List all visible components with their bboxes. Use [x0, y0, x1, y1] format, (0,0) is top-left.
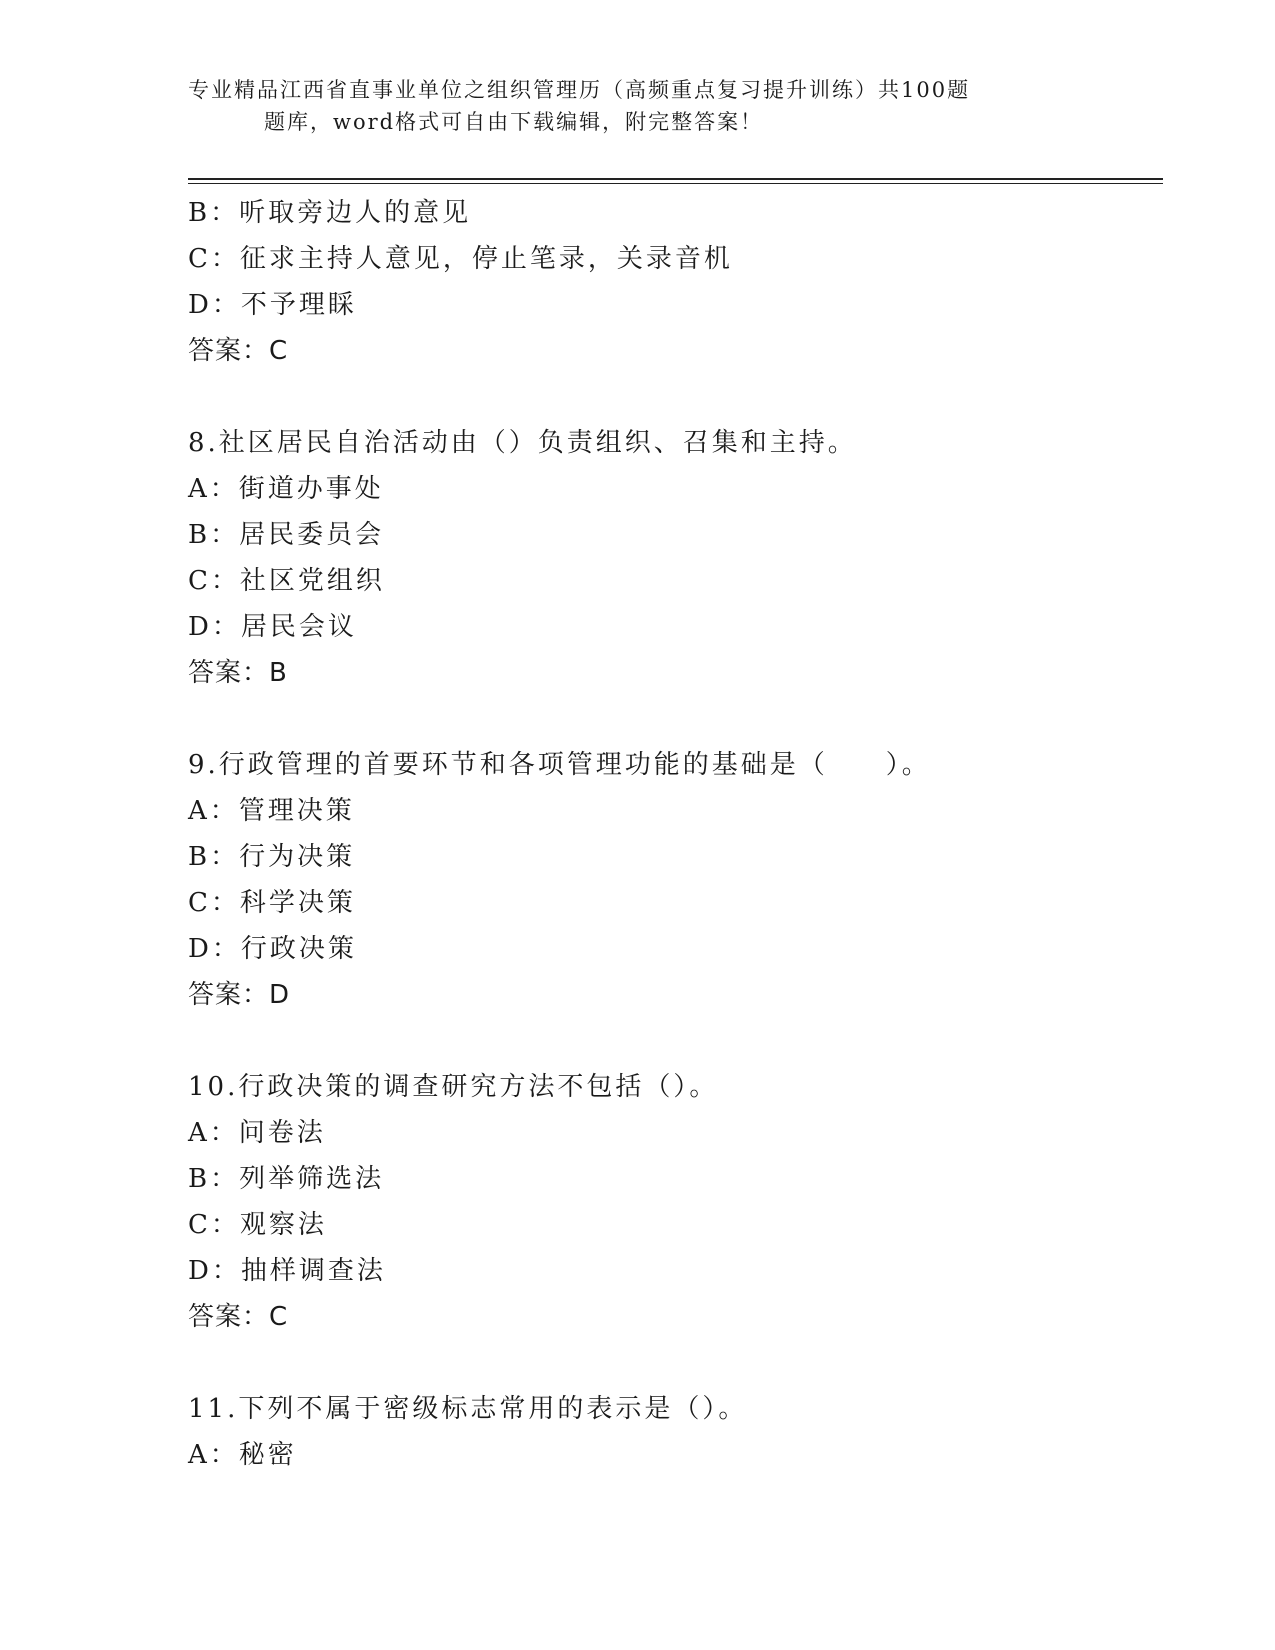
- question-8: [188, 420, 1163, 696]
- answer-line: 答案：D: [188, 980, 291, 1010]
- question-9: [188, 742, 1163, 1018]
- header-divider-thick: [188, 178, 1163, 180]
- option-c: C：社区党组织: [188, 566, 385, 596]
- question-10: [188, 1064, 1163, 1340]
- option-d: D：不予理睬: [188, 290, 357, 320]
- question-stem: 8.社区居民自治活动由（）负责组织、召集和主持。: [188, 428, 857, 458]
- question-stem: 9.行政管理的首要环节和各项管理功能的基础是（ ）。: [188, 750, 931, 780]
- option-b: B：居民委员会: [188, 520, 385, 550]
- question-stem: 10.行政决策的调查研究方法不包括（）。: [188, 1072, 719, 1102]
- header-line-2: 题库，word格式可自由下载编辑，附完整答案！: [264, 110, 764, 134]
- answer-line: 答案：B: [188, 658, 288, 688]
- option-a: A：管理决策: [188, 796, 355, 826]
- option-b: B：听取旁边人的意见: [188, 198, 472, 228]
- option-d: D：抽样调查法: [188, 1256, 386, 1286]
- document-header: [188, 74, 1048, 138]
- option-c: C：征求主持人意见，停止笔录，关录音机: [188, 244, 733, 274]
- question-11: [188, 1386, 1163, 1478]
- option-d: D：居民会议: [188, 612, 357, 642]
- option-b: B：行为决策: [188, 842, 356, 872]
- answer-line: 答案：C: [188, 1302, 289, 1332]
- header-divider-thin: [188, 183, 1163, 184]
- answer-line: 答案：C: [188, 336, 289, 366]
- question-stem: 11.下列不属于密级标志常用的表示是（）。: [188, 1394, 748, 1424]
- option-a: A：秘密: [188, 1440, 297, 1470]
- option-c: C：观察法: [188, 1210, 327, 1240]
- option-a: A：街道办事处: [188, 474, 384, 504]
- option-d: D：行政决策: [188, 934, 357, 964]
- question-7: [188, 190, 1163, 374]
- header-line-1: 专业精品江西省直事业单位之组织管理历（高频重点复习提升训练）共100题: [188, 78, 971, 102]
- option-a: A：问卷法: [188, 1118, 326, 1148]
- option-b: B：列举筛选法: [188, 1164, 385, 1194]
- question-list: [188, 190, 1163, 1478]
- option-c: C：科学决策: [188, 888, 356, 918]
